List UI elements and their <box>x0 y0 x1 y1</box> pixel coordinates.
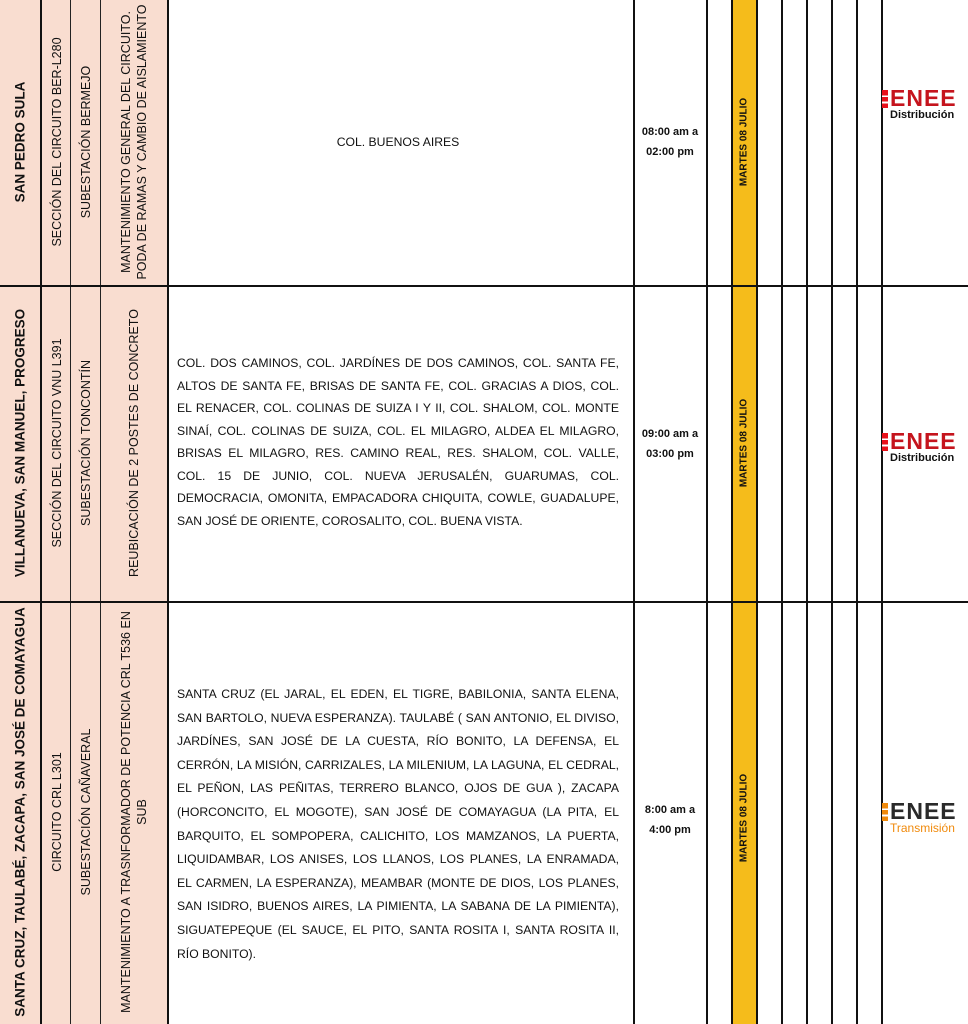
enee-logo-icon <box>882 90 888 108</box>
grid-line <box>806 0 808 1024</box>
colonias-cell: COL. DOS CAMINOS, COL. JARDÍNES DE DOS CAMINOS, COL. SANTA FE, ALTOS DE SANTA FE, BRISAS DE SANTA FE, COL. GRACIAS A DIOS, COL. EL RENACER, COL. COLINAS DE SUIZA I Y II, COL. SHALOM, COL. MONTE SINAÍ, COL. COLINAS DE SUIZA, COL. EL MILAGRO, ALDEA EL MILAGRO, BRISAS EL MILAGRO, RES. CAMINO REAL, RES. SHALOM, COL. VALLE, COL. 15 DE JUNIO, COL. NUEVA JERUSALÉN, GUARUMAS, COL. DEMOCRACIA, OMONITA, EMPACADORA CHIQUITA, COWLE, GUADALUPE, SAN JOSÉ DE ORIENTE, COROSALITO, COL. BUENA VISTA. <box>177 356 619 528</box>
enee-logo: ENEE Distribución <box>882 87 968 122</box>
work-line: MANTENIMIENTO A TRASNFORMADOR DE POTENCIA CRL T536 EN <box>119 611 133 1013</box>
grid-line <box>167 0 169 1024</box>
city-cell: VILLANUEVA, SAN MANUEL, PROGRESO <box>12 308 28 578</box>
work-line: SUB <box>135 799 149 825</box>
time-cell <box>634 800 706 840</box>
grid-line <box>856 0 858 1024</box>
grid-line <box>731 0 733 1024</box>
time-cell <box>634 122 706 162</box>
time-end: 03:00 pm <box>646 448 694 460</box>
row-divider <box>0 285 968 287</box>
time-end: 4:00 pm <box>649 824 691 836</box>
grid-line <box>831 0 833 1024</box>
circuit-cell: SECCIÓN DEL CIRCUITO VNU L391 <box>50 338 64 548</box>
colonias-cell: COL. BUENOS AIRES <box>336 135 460 149</box>
time-start: 09:00 am a <box>641 428 699 440</box>
time-cell <box>634 424 706 464</box>
date-cell: MARTES 08 JULIO <box>738 773 750 863</box>
colonias-cell: SANTA CRUZ (EL JARAL, EL EDEN, EL TIGRE, BABILONIA, SANTA ELENA, SAN BARTOLO, NUEVA ESPERANZA). TAULABÉ ( SAN ANTONIO, EL DIVISO, JARDÍNES, SAN JOSÉ DE LA CUESTA, RÍO BONITO, LA DEFENSA, EL CERRÓN, LA MISIÓN, CARRIZALES, LA MILENIUM, LA LAGUNA, EL CEDRAL, EL PEÑON, LAS PEÑITAS, TERRERO BLANCO, OJOS DE GUA ), ZACAPA (HORCONCITO, EL MOGOTE), SAN JOSÉ DE COMAYAGUA (LA PITA, EL BARQUITO, EL SOMPOPERA, CALICHITO, LOS MAMZANOS, LA PUERTA, LIQUIDAMBAR, LOS ANISES, LOS LLANOS, LOS PLANES, LA ENRAMADA, EL CARMEN, LA ESPERANZA), MEAMBAR (MONTE DE DIOS, LOS PLANES, SAN ISIDRO, BUENOS AIRES, LA PIMIENTA, LA SABANA DE LA PIMIENTA), SIGUATEPEQUE (EL SAUCE, EL PITO, SANTA ROSITA I, SANTA ROSITA II, RÍO BONITO). <box>177 687 619 961</box>
enee-logo-icon <box>882 803 888 821</box>
substation-cell: SUBESTACIÓN BERMEJO <box>79 65 93 219</box>
time-start: 08:00 am a <box>641 126 699 138</box>
enee-logo-icon <box>882 433 888 451</box>
enee-logo: ENEE Distribución <box>882 430 968 465</box>
date-cell: MARTES 08 JULIO <box>738 97 750 187</box>
circuit-cell: SECCIÓN DEL CIRCUITO BER-L280 <box>50 37 64 247</box>
circuit-cell: CIRCUITO CRL L301 <box>50 752 64 872</box>
grid-line <box>40 0 42 1024</box>
enee-logo: ENEE Transmisión <box>882 800 968 835</box>
grid-line <box>706 0 708 1024</box>
grid-line <box>100 0 101 1024</box>
work-line: REUBICACIÓN DE 2 POSTES DE CONCRETO <box>127 309 141 577</box>
grid-line <box>756 0 758 1024</box>
work-line: PODA DE RAMAS Y CAMBIO DE AISLAMIENTO <box>135 4 149 280</box>
work-line: MANTENIMIENTO GENERAL DEL CIRCUITO. <box>119 11 133 273</box>
time-start: 8:00 am a <box>644 804 696 816</box>
city-cell: SANTA CRUZ, TAULABÉ, ZACAPA, SAN JOSÉ DE COMAYAGUA <box>12 607 28 1017</box>
substation-cell: SUBESTACIÓN TONCONTÍN <box>79 360 93 526</box>
work-cell <box>118 4 150 279</box>
grid-line <box>70 0 71 1024</box>
row-divider <box>0 601 968 603</box>
work-cell <box>118 611 150 1013</box>
time-end: 02:00 pm <box>646 146 694 158</box>
city-cell: SAN PEDRO SULA <box>12 81 28 203</box>
work-cell <box>126 309 142 577</box>
grid-line <box>881 0 883 1024</box>
grid-line <box>781 0 783 1024</box>
substation-cell: SUBESTACIÓN CAÑAVERAL <box>79 728 93 896</box>
date-cell: MARTES 08 JULIO <box>738 398 750 488</box>
